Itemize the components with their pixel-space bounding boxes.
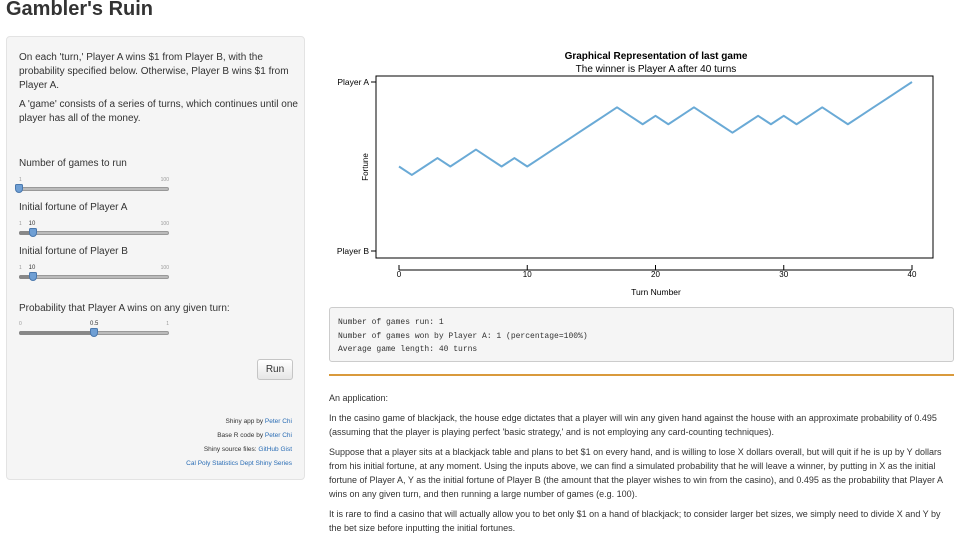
credit-link-series[interactable]: Cal Poly Statistics Dept Shiny Series bbox=[186, 460, 292, 467]
series-line bbox=[399, 82, 912, 175]
slider-track[interactable] bbox=[19, 275, 169, 279]
slider-value-label: 0.5 bbox=[90, 321, 99, 327]
slider-value-label: 10 bbox=[28, 265, 36, 271]
probability-slider-label: Probability that Player A wins on any given turn: bbox=[19, 303, 230, 314]
plot-frame bbox=[376, 76, 933, 258]
fortune-a-slider-label: Initial fortune of Player A bbox=[19, 202, 128, 213]
credit-prefix: Base R code by bbox=[217, 432, 265, 439]
stats-games-won: Number of games won by Player A: 1 (percentage=100%) bbox=[338, 331, 588, 341]
y-axis-label: Fortune bbox=[361, 153, 370, 181]
slider-value-label: 10 bbox=[28, 221, 36, 227]
slider-handle[interactable] bbox=[15, 184, 23, 193]
stats-games-run: Number of games run: 1 bbox=[338, 318, 444, 327]
section-divider bbox=[329, 374, 954, 376]
page-title: Gambler's Ruin bbox=[6, 0, 154, 20]
slider-fill bbox=[19, 331, 94, 335]
credit-link-base-r[interactable]: Peter Chi bbox=[264, 432, 292, 439]
application-paragraph-1: In the casino game of blackjack, the house edge dictates that a player will win any given hand against the house with an approximate probability of 0.495 (assuming that the player is playing perfect 'basic strategy,' and is not employing any card-counting techniques). bbox=[329, 413, 937, 437]
stats-output bbox=[329, 307, 954, 362]
credit-line bbox=[186, 443, 292, 457]
slider-min-label: 1 bbox=[19, 221, 22, 227]
fortune-b-slider-label: Initial fortune of Player B bbox=[19, 246, 128, 257]
slider-max-label: 100 bbox=[160, 265, 169, 271]
x-tick-label: 10 bbox=[522, 270, 532, 279]
fortune-b-slider[interactable] bbox=[19, 265, 169, 285]
credit-prefix: Shiny source files: bbox=[203, 446, 259, 453]
credit-line bbox=[186, 429, 292, 443]
credit-link-gist[interactable]: GitHub Gist bbox=[258, 446, 292, 453]
sidebar-panel bbox=[6, 36, 305, 480]
game-chart bbox=[328, 40, 960, 300]
x-tick-label: 40 bbox=[907, 270, 917, 279]
slider-handle[interactable] bbox=[29, 228, 37, 237]
credit-link-author[interactable]: Peter Chi bbox=[264, 418, 292, 425]
x-tick-label: 0 bbox=[396, 270, 402, 279]
games-slider[interactable] bbox=[19, 177, 169, 197]
slider-max-label: 1 bbox=[166, 321, 169, 327]
probability-slider[interactable] bbox=[19, 321, 169, 341]
y-tick-label: Player B bbox=[336, 246, 369, 256]
slider-handle[interactable] bbox=[29, 272, 37, 281]
application-heading: An application: bbox=[329, 393, 389, 403]
slider-min-label: 1 bbox=[19, 177, 22, 183]
y-tick-label: Player A bbox=[337, 77, 369, 87]
chart-title: Graphical Representation of last game bbox=[564, 51, 748, 62]
stats-avg-length: Average game length: 40 turns bbox=[338, 345, 478, 354]
slider-max-label: 100 bbox=[160, 221, 169, 227]
slider-track[interactable] bbox=[19, 187, 169, 191]
x-tick-label: 30 bbox=[779, 270, 789, 279]
credit-prefix: Shiny app by bbox=[225, 418, 265, 425]
slider-handle[interactable] bbox=[90, 328, 98, 337]
credit-line bbox=[186, 457, 292, 471]
x-axis-label: Turn Number bbox=[631, 287, 681, 297]
intro-text-2: A 'game' consists of a series of turns, which continues until one player has all of the money. bbox=[19, 99, 298, 124]
application-section bbox=[329, 391, 954, 540]
credit-line bbox=[186, 415, 292, 429]
slider-track[interactable] bbox=[19, 231, 169, 235]
x-tick-label: 20 bbox=[651, 270, 660, 279]
slider-min-label: 0 bbox=[19, 321, 22, 327]
intro-text-1: On each 'turn,' Player A wins $1 from Player B, with the probability specified below. Otherwise, Player B wins $1 from Player A. bbox=[19, 52, 289, 91]
games-slider-label: Number of games to run bbox=[19, 158, 127, 169]
chart-subtitle: The winner is Player A after 40 turns bbox=[575, 64, 737, 75]
fortune-a-slider[interactable] bbox=[19, 221, 169, 241]
application-paragraph-2: Suppose that a player sits at a blackjack table and plans to bet $1 on every hand, and is willing to lose X dollars overall, but will quit if he is up by Y dollars from his initial fortune, at any moment. Using the inputs above, we can find a simulated probability that he will leave a winner, by putting in X as the initial fortune of Player A, Y as the initial fortune of Player B (the amount that the player wishes to win from the casino), and 0.495 as the probability that Player A wins on any given turn, and then running a large number of games (e.g. 100). bbox=[329, 447, 943, 499]
application-paragraph-3: It is rare to find a casino that will actually allow you to bet only $1 on a hand of blackjack; to consider larger bet sizes, we simply need to divide X and Y by the bet size before inputting the initial fortunes. bbox=[329, 509, 941, 533]
credits bbox=[186, 415, 292, 471]
slider-max-label: 100 bbox=[160, 177, 169, 183]
slider-min-label: 1 bbox=[19, 265, 22, 271]
run-button[interactable]: Run bbox=[257, 359, 293, 380]
